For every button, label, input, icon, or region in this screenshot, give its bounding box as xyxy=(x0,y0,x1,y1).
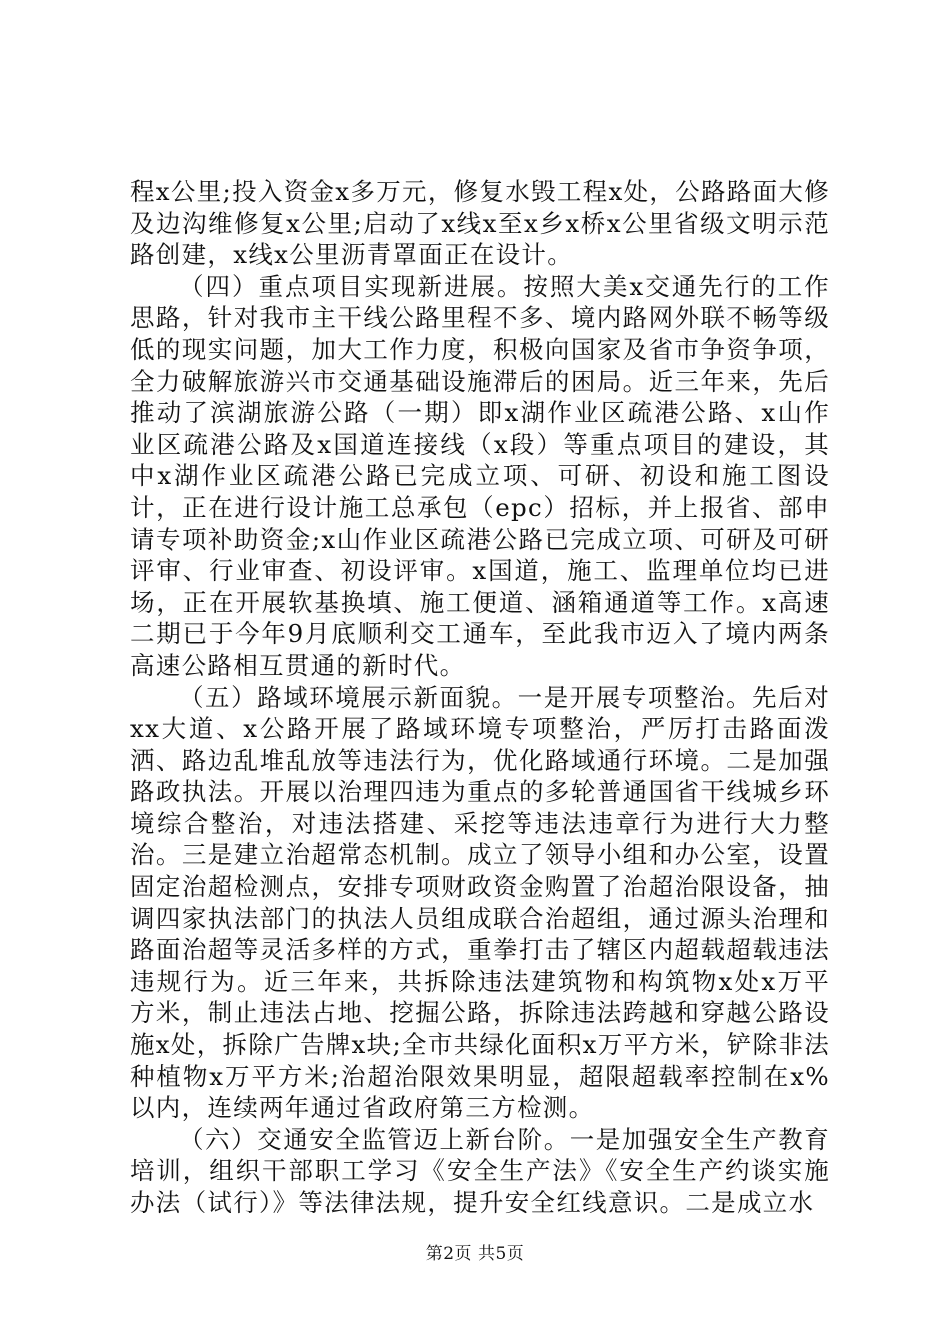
paragraph-section-5-road-environment: （五）路域环境展示新面貌。一是开展专项整治。先后对xx大道、x公路开展了路域环境专项整治，严厉打击路面泼洒、路边乱堆乱放等违法行为，优化路域通行环境。二是加强路政执法。开展以治理四违为重点的多轮普通国省干线城乡环境综合整治，对违法搭建、采挖等违法违章行为进行大力整治。三是建立治超常态机制。成立了领导小组和办公室，设置固定治超检测点，安排专项财政资金购置了治超治限设备，抽调四家执法部门的执法人员组成联合治超组，通过源头治理和路面治超等灵活多样的方式，重拳打击了辖区内超载超载违法违规行为。近三年来，共拆除违法建筑物和构筑物x处x万平方米，制止违法占地、挖掘公路，拆除违法跨越和穿越公路设施x处，拆除广告牌x块;全市共绿化面积x万平方米，铲除非法种植物x万平方米;治超治限效果明显，超限超载率控制在x%以内，连续两年通过省政府第三方检测。 xyxy=(130,682,830,1123)
paragraph-continuation: 程x公里;投入资金x多万元，修复水毁工程x处，公路路面大修及边沟维修复x公里;启动了x线x至x乡x桥x公里省级文明示范路创建，x线x公里沥青罩面正在设计。 xyxy=(130,177,830,270)
paragraph-section-4-key-projects: （四）重点项目实现新进展。按照大美x交通先行的工作思路，针对我市主干线公路里程不多、境内路网外联不畅等级低的现实问题，加大工作力度，积极向国家及省市争资争项，全力破解旅游兴市交通基础设施滞后的困局。近三年来，先后推动了滨湖旅游公路（一期）即x湖作业区疏港公路、x山作业区疏港公路及x国道连接线（x段）等重点项目的建设，其中x湖作业区疏港公路已完成立项、可研、初设和施工图设计，正在进行设计施工总承包（epc）招标，并上报省、部申请专项补助资金;x山作业区疏港公路已完成立项、可研及可研评审、行业审查、初设评审。x国道，施工、监理单位均已进场，正在开展软基换填、施工便道、涵箱通道等工作。x高速二期已于今年9月底顺利交工通车，至此我市迈入了境内两条高速公路相互贯通的新时代。 xyxy=(130,271,830,680)
document-body xyxy=(130,176,830,1219)
page-footer-pagination: 第2页 共5页 xyxy=(425,1244,525,1264)
paragraph-section-6-traffic-safety: （六）交通安全监管迈上新台阶。一是加强安全生产教育培训，组织干部职工学习《安全生产法》《安全生产约谈实施办法（试行）》等法律法规，提升安全红线意识。二是成立水 xyxy=(130,1124,830,1217)
